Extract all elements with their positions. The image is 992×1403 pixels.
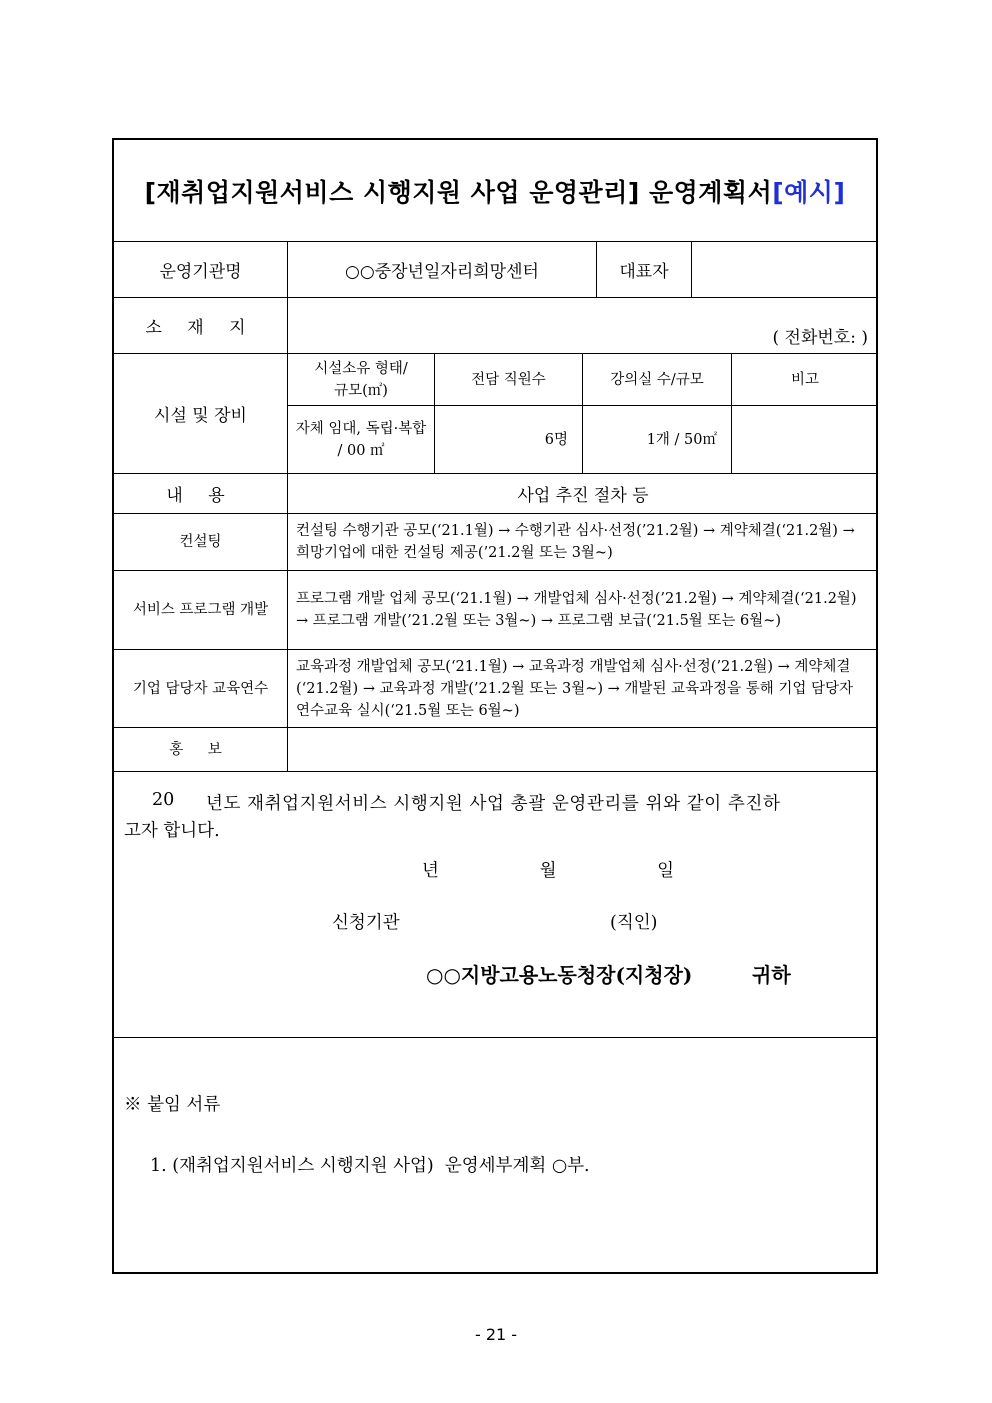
form-title	[114, 140, 876, 242]
facility-header-remarks: 비고	[731, 354, 878, 406]
attachments-heading: ※ 붙임 서류	[124, 1095, 221, 1115]
program-dev-text	[287, 571, 878, 650]
statement-line-2: 고자 합니다.	[124, 821, 220, 841]
facility-staff-value: 6명	[434, 406, 582, 474]
statement-date: 년 월 일	[422, 861, 675, 881]
honorific: 귀하	[752, 963, 791, 987]
org-name-label: 운영기관명	[114, 242, 287, 298]
attachments-section	[114, 1038, 878, 1274]
recipient: ○○지방고용노동청장(지청장)	[426, 963, 693, 987]
seal-label: (직인)	[610, 913, 658, 933]
address-label: 소 재 지	[114, 298, 287, 354]
facility-classroom-value: 1개 / 50㎡	[582, 406, 731, 474]
statement-line-1: 년도 재취업지원서비스 시행지원 사업 총괄 운영관리를 위와 같이 추진하	[206, 794, 781, 814]
training-text	[287, 650, 878, 728]
form-title-main: [재취업지원서비스 시행지원 사업 운영관리] 운영계획서	[144, 177, 773, 207]
org-name-value: ○○중장년일자리희망센터	[287, 242, 596, 298]
representative-label: 대표자	[596, 242, 691, 298]
facility-label: 시설 및 장비	[114, 354, 287, 474]
promotion-label: 홍 보	[114, 728, 287, 772]
facility-header-ownership: 시설소유 형태/ 규모(㎡)	[287, 354, 434, 406]
program-dev-text-content: 프로그램 개발 업체 공모(‘21.1월) → 개발업체 심사·선정(’21.2월) → 계약체결(‘21.2월) → 프로그램 개발(’21.2월 또는 3월~) → 프로그램 보급(‘21.5월 또는 6월~)	[296, 591, 857, 629]
promotion-text	[287, 728, 878, 772]
training-text-content: 교육과정 개발업체 공모(‘21.1월) → 교육과정 개발업체 심사·선정(’21.2월) → 계약체결(‘21.2월) → 교육과정 개발(’21.2월 또는 3월~) → 개발된 교육과정을 통해 기업 담당자 연수교육 실시(‘21.5월 또는 6월~)	[296, 658, 853, 719]
program-dev-label: 서비스 프로그램 개발	[114, 571, 287, 650]
application-form	[112, 138, 878, 1274]
applicant-label: 신청기관	[332, 913, 400, 933]
training-label: 기업 담당자 교육연수	[114, 650, 287, 728]
content-value: 사업 추진 절차 등	[287, 474, 878, 514]
phone-number-field: ( 전화번호: )	[772, 328, 868, 348]
facility-header-staff: 전담 직원수	[434, 354, 582, 406]
consulting-label: 컨설팅	[114, 514, 287, 571]
facility-ownership-value: 자체 임대, 독립·복합 / 00 ㎡	[287, 406, 434, 474]
consulting-text-content: 컨설팅 수행기관 공모(‘21.1월) → 수행기관 심사·선정(’21.2월) → 계약체결(‘21.2월) → 희망기업에 대한 컨설팅 제공(’21.2월 또는 3월~)	[296, 523, 855, 561]
consulting-text	[287, 514, 878, 571]
representative-value	[691, 242, 878, 298]
address-value	[287, 298, 878, 354]
attachment-item-1: 1. (재취업지원서비스 시행지원 사업) 운영세부계획 ○부.	[150, 1156, 590, 1176]
facility-header-classroom: 강의실 수/규모	[582, 354, 731, 406]
facility-remarks-value	[731, 406, 878, 474]
statement-year: 20	[152, 790, 175, 810]
content-label: 내 용	[114, 474, 287, 514]
page-number: - 21 -	[474, 1325, 518, 1344]
statement-section	[114, 772, 878, 1038]
form-title-example-tag: [예시]	[772, 177, 846, 207]
